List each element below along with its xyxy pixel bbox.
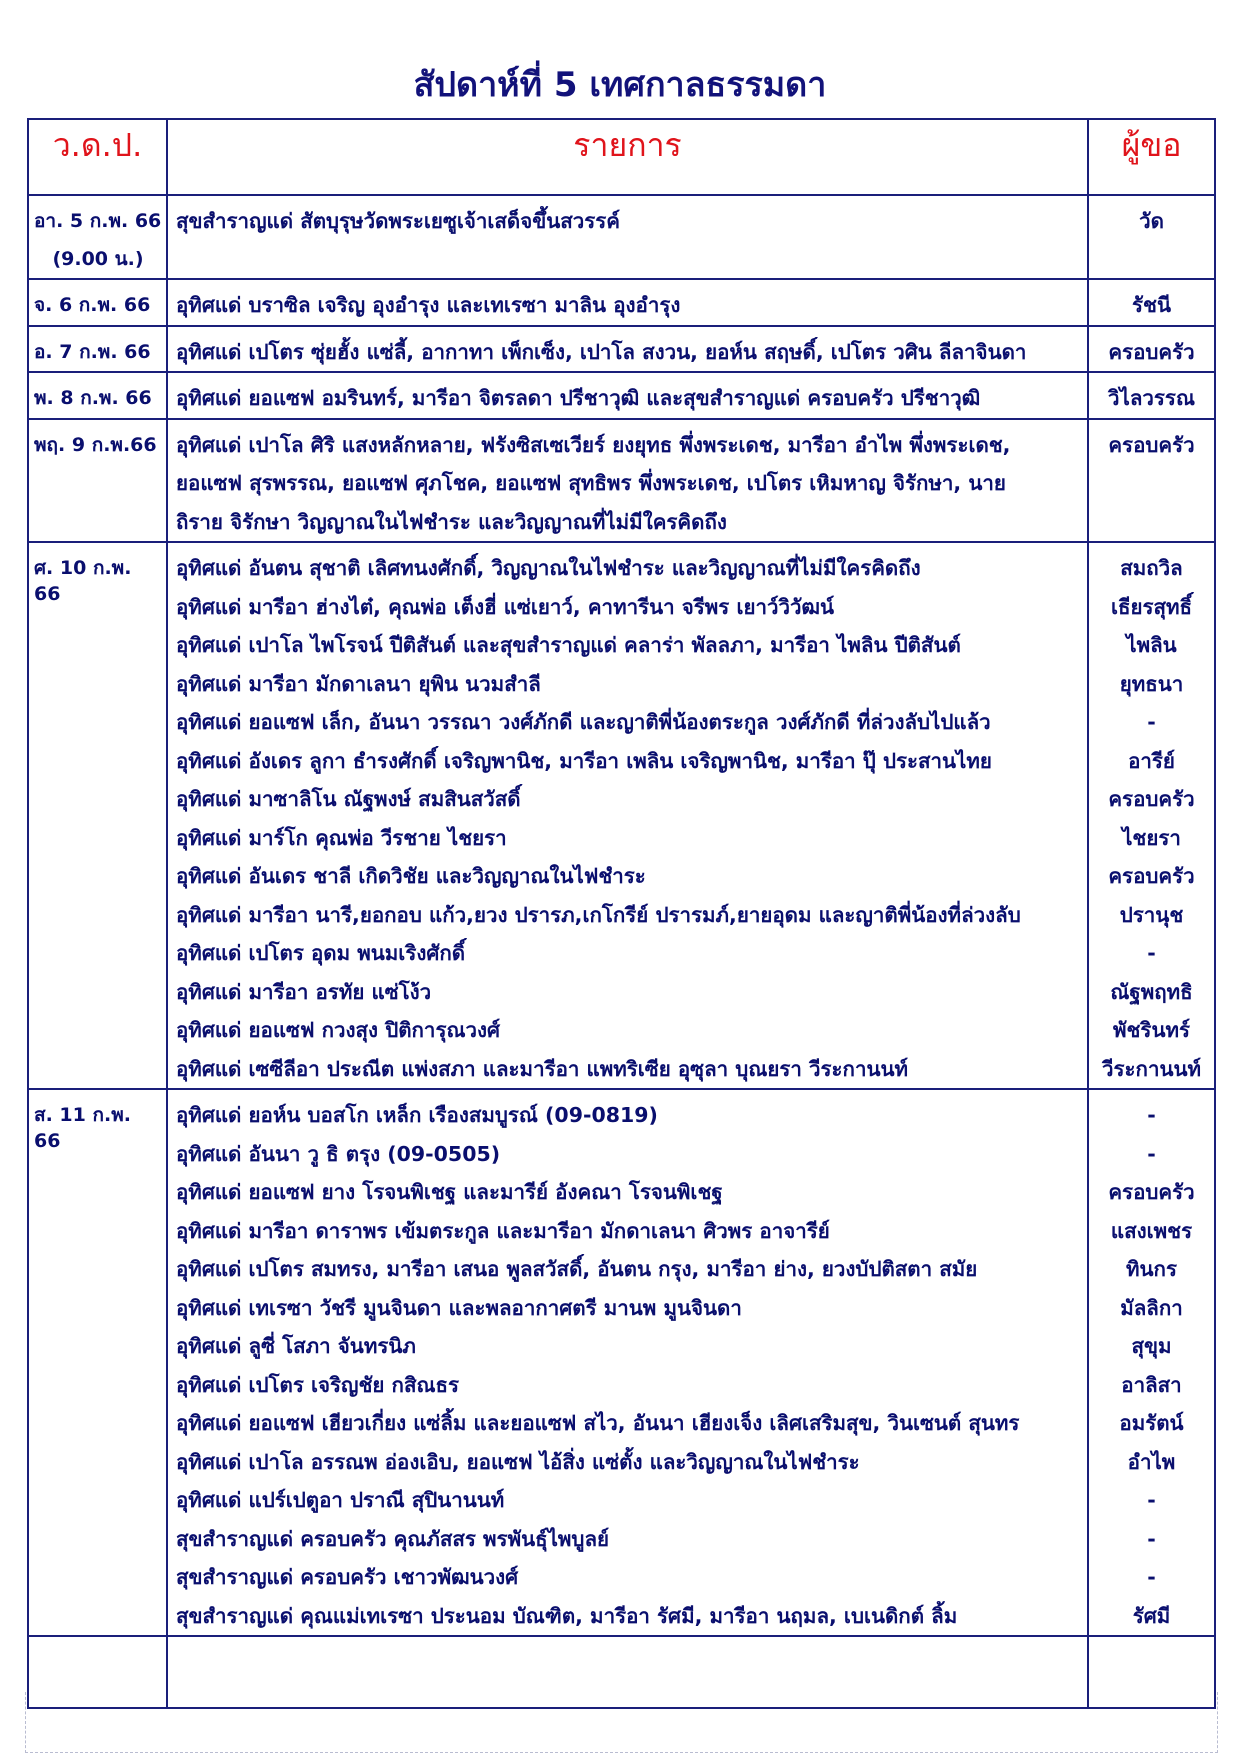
intention-line: อุทิศแด่ เปาโล ไพโรจน์ ปีติสันต์ และสุขสำราญแด่ คลาร่า พัลลภา, มารีอา ไพลิน ปีติสันต์ xyxy=(176,633,961,657)
table-row xyxy=(28,279,1215,326)
intention-line: อุทิศแด่ มารีอา นารี,ยอกอบ แก้ว,ยวง ปรารภ,เกโกรีย์ ปรารมภ์,ยายอุดม และญาติพี่น้องที่ล่วงลับ xyxy=(176,902,1021,927)
requester-name: พัชรินทร์ xyxy=(1113,1018,1190,1042)
intention-line: อุทิศแด่ เปาโล อรรณพ อ่องเอิบ, ยอแซฟ ไอ้สิ่ง แซ่ตั้ง และวิญญาณในไฟชำระ xyxy=(176,1449,860,1474)
page-bottom-dashed-edge xyxy=(25,1692,1218,1753)
intention-line: อุทิศแด่ มาร์โก คุณพ่อ วีรชาย ไชยรา xyxy=(176,825,507,850)
intention-line: อุทิศแด่ แปร์เปตูอา ปราณี สุปินานนท์ xyxy=(176,1488,505,1512)
header-items: รายการ xyxy=(167,119,1088,195)
requester-cell xyxy=(1088,195,1215,279)
date-text: อา. 5 ก.พ. 66 xyxy=(34,210,162,232)
intention-line: อุทิศแด่ มารีอา มักดาเลนา ยุพิน นวมสำลี xyxy=(176,671,541,696)
requester-name: ครอบครัว xyxy=(1108,1180,1195,1204)
intention-line: สุขสำราญแด่ ครอบครัว คุณภัสสร พรพันธุ์ไพบูลย์ xyxy=(176,1526,610,1551)
requester-name: อาลิสา xyxy=(1121,1372,1182,1397)
intention-line: สุขสำราญแด่ คุณแม่เทเรซา ประนอม บัณฑิต, มารีอา รัศมี, มารีอา นฤมล, เบเนดิกต์ ลิ้ม xyxy=(176,1603,958,1628)
table-body xyxy=(28,195,1215,1708)
requester-name: ครอบครัว xyxy=(1108,864,1195,888)
requester-name: ครอบครัว xyxy=(1108,339,1195,364)
intention-line: อุทิศแด่ มารีอา ดาราพร เข้มตระกูล และมารีอา มักดาเลนา ศิวพร อาจารีย์ xyxy=(176,1218,830,1243)
intention-line: อุทิศแด่ อันตน สุชาติ เลิศทนงศักดิ์, วิญญาณในไฟชำระ และวิญญาณที่ไม่มีใครคิดถึง xyxy=(176,556,921,580)
requester-cell xyxy=(1088,279,1215,326)
header-date: ว.ด.ป. xyxy=(28,119,167,195)
items-cell xyxy=(167,195,1088,279)
intention-line: อุทิศแด่ บราซิล เจริญ อุงอำรุง และเทเรซา มาลิน อุงอำรุง xyxy=(176,293,681,317)
requester-name: มัลลิกา xyxy=(1120,1295,1183,1320)
intention-line: อุทิศแด่ มารีอา ฮ่างไต๋, คุณพ่อ เต็งฮี่ แซ่เยาว์, คาทารีนา จรีพร เยาว์วิวัฒน์ xyxy=(176,594,835,619)
requester-name: - xyxy=(1147,710,1156,734)
date-cell xyxy=(28,279,167,326)
table-row xyxy=(28,419,1215,543)
requester-name: ครอบครัว xyxy=(1108,787,1195,811)
requester-name: อารีย์ xyxy=(1128,748,1175,773)
requester-name: ยุทธนา xyxy=(1119,671,1184,696)
requester-cell xyxy=(1088,542,1215,1089)
requester-name: - xyxy=(1147,941,1156,965)
date-time-text: (9.00 น.) xyxy=(52,248,144,270)
table-row xyxy=(28,195,1215,279)
intention-line: อุทิศแด่ ยอแซฟ เล็ก, อันนา วรรณา วงศ์ภักดี และญาติพี่น้องตระกูล วงศ์ภักดี ที่ล่วงลับไปแล้ว xyxy=(176,710,991,734)
intention-line: อุทิศแด่ อังเดร ลูกา ธำรงศักดิ์ เจริญพานิช, มารีอา เพลิน เจริญพานิช, มารีอา ปุ๊ ประสานไทย xyxy=(176,748,992,773)
items-cell xyxy=(167,542,1088,1089)
items-cell xyxy=(167,326,1088,373)
requester-name: รัชนี xyxy=(1132,293,1171,317)
requester-cell xyxy=(1088,326,1215,373)
requester-name: วีระกานนท์ xyxy=(1102,1056,1201,1081)
requester-name: สมถวิล xyxy=(1120,556,1183,580)
intention-line: อุทิศแด่ ยอแซฟ กวงสุง ปิติการุณวงศ์ xyxy=(176,1018,501,1042)
requester-name: ทินกร xyxy=(1126,1257,1177,1281)
requester-name: - xyxy=(1147,1526,1156,1551)
intention-line: อุทิศแด่ มารีอา อรทัย แซ่โง้ว xyxy=(176,979,432,1004)
intention-line: สุขสำราญแด่ สัตบุรุษวัดพระเยซูเจ้าเสด็จขึ้นสวรรค์ xyxy=(176,209,621,233)
requester-name: - xyxy=(1147,1103,1156,1127)
items-cell xyxy=(167,1089,1088,1636)
requester-name: อำไพ xyxy=(1127,1449,1176,1474)
requester-name: วัด xyxy=(1139,209,1164,233)
intention-line: อุทิศแด่ เปโตร เจริญชัย กสิณธร xyxy=(176,1372,460,1397)
intention-line: อุทิศแด่ เปโตร ซุ่ยฮั้ง แซ่ลี้, อากาทา เพ็กเซ็ง, เปาโล สงวน, ยอห์น สฤษดิ์, เปโตร วศิน ลีลาจินดา xyxy=(176,339,1027,364)
intention-line: อุทิศแด่ ยอแซฟ ยาง โรจนพิเชฐ และมารีย์ อังคณา โรจนพิเชฐ xyxy=(176,1180,723,1204)
mass-intention-table xyxy=(27,118,1216,1709)
requester-name: ไพลิน xyxy=(1126,633,1177,657)
requester-name: สุขุม xyxy=(1131,1334,1172,1358)
intention-line: อุทิศแด่ เทเรซา วัชรี มูนจินดา และพลอากาศตรี มานพ มูนจินดา xyxy=(176,1295,742,1320)
requester-name: แสงเพชร xyxy=(1110,1218,1193,1243)
requester-name: ณัฐพฤทธิ xyxy=(1110,979,1193,1004)
intention-line: อุทิศแด่ เปโตร สมทรง, มารีอา เสนอ พูลสวัสดิ์, อันตน กรุง, มารีอา ย่าง, ยวงบัปติสตา สมัย xyxy=(176,1257,978,1281)
table-row xyxy=(28,542,1215,1089)
date-text: จ. 6 ก.พ. 66 xyxy=(34,294,151,316)
intention-line: อุทิศแด่ เซซีลีอา ประณีต แพ่งสภา และมารีอา แพทริเซีย อุซุลา บุณยรา วีระกานนท์ xyxy=(176,1056,909,1081)
date-cell xyxy=(28,195,167,279)
intention-line: อุทิศแด่ อันนา วู ธิ ตรุง (09-0505) xyxy=(176,1141,501,1166)
header-requester: ผู้ขอ xyxy=(1088,119,1215,195)
table-row xyxy=(28,1089,1215,1636)
intention-line: อุทิศแด่ เปาโล ศิริ แสงหลักหลาย, ฟรังซิสเซเวียร์ ยงยุทธ พึ่งพระเดช, มารีอา อำไพ พึ่งพระเดช, xyxy=(176,432,1011,457)
date-cell xyxy=(28,1089,167,1636)
date-text: พ. 8 ก.พ. 66 xyxy=(34,387,152,409)
items-cell xyxy=(167,279,1088,326)
intention-line: อุทิศแด่ มาซาลิโน ณัฐพงษ์ สมสินสวัสดิ์ xyxy=(176,787,521,811)
items-cell xyxy=(167,372,1088,419)
requester-name: รัศมี xyxy=(1132,1603,1171,1628)
intention-line: อุทิศแด่ ยอแซฟ อมรินทร์, มารีอา จิตรลดา ปรีชาวุฒิ และสุขสำราญแด่ ครอบครัว ปรีชาวุฒิ xyxy=(176,386,981,410)
date-text: พฤ. 9 ก.พ.66 xyxy=(34,433,157,456)
intention-line: อุทิศแด่ ยอห์น บอสโก เหล็ก เรืองสมบูรณ์ (09-0819) xyxy=(176,1103,658,1127)
requester-cell xyxy=(1088,1089,1215,1636)
table-header-row xyxy=(28,119,1215,195)
table-row xyxy=(28,326,1215,373)
date-text: อ. 7 ก.พ. 66 xyxy=(34,340,151,363)
intention-line: อุทิศแด่ เปโตร อุดม พนมเริงศักดิ์ xyxy=(176,941,466,965)
requester-cell xyxy=(1088,372,1215,419)
requester-name: ครอบครัว xyxy=(1108,432,1195,457)
requester-name: ปรานุช xyxy=(1119,902,1184,927)
intention-line: ถิราย จิรักษา วิญญาณในไฟชำระ และวิญญาณที่ไม่มีใครคิดถึง xyxy=(176,509,727,534)
requester-name: - xyxy=(1147,1488,1156,1512)
requester-name: อมรัตน์ xyxy=(1119,1411,1184,1435)
date-text: ศ. 10 ก.พ. 66 xyxy=(34,557,132,605)
date-cell xyxy=(28,326,167,373)
requester-name: ไชยรา xyxy=(1122,825,1181,850)
items-cell xyxy=(167,419,1088,543)
date-cell xyxy=(28,372,167,419)
requester-cell xyxy=(1088,419,1215,543)
requester-name: เธียรสุทธิ์ xyxy=(1110,594,1193,619)
intention-line: สุขสำราญแด่ ครอบครัว เชาวพัฒนวงศ์ xyxy=(176,1565,519,1589)
intention-line: ยอแซฟ สุรพรรณ, ยอแซฟ ศุภโชค, ยอแซฟ สุทธิพร พึ่งพระเดช, เปโตร เหิมหาญ จิรักษา, นาย xyxy=(176,471,1006,495)
table-row xyxy=(28,372,1215,419)
requester-name: วิไลวรรณ xyxy=(1108,386,1195,410)
date-cell xyxy=(28,542,167,1089)
intention-line: อุทิศแด่ ยอแซฟ เฮียวเกี่ยง แซ่ลิ้ม และยอแซฟ สไว, อันนา เฮียงเจ็ง เลิศเสริมสุข, วินเซนต์ สุนทร xyxy=(176,1411,1020,1435)
page-title: สัปดาห์ที่ 5 เทศกาลธรรมดา xyxy=(413,65,827,105)
requester-name: - xyxy=(1147,1565,1156,1589)
requester-name: - xyxy=(1147,1141,1156,1166)
intention-line: อุทิศแด่ ลูซี่ โสภา จันทรนิภ xyxy=(176,1334,416,1358)
intention-line: อุทิศแด่ อันเดร ชาลี เกิดวิชัย และวิญญาณในไฟชำระ xyxy=(176,864,646,888)
date-cell xyxy=(28,419,167,543)
date-text: ส. 11 ก.พ. 66 xyxy=(34,1104,131,1152)
